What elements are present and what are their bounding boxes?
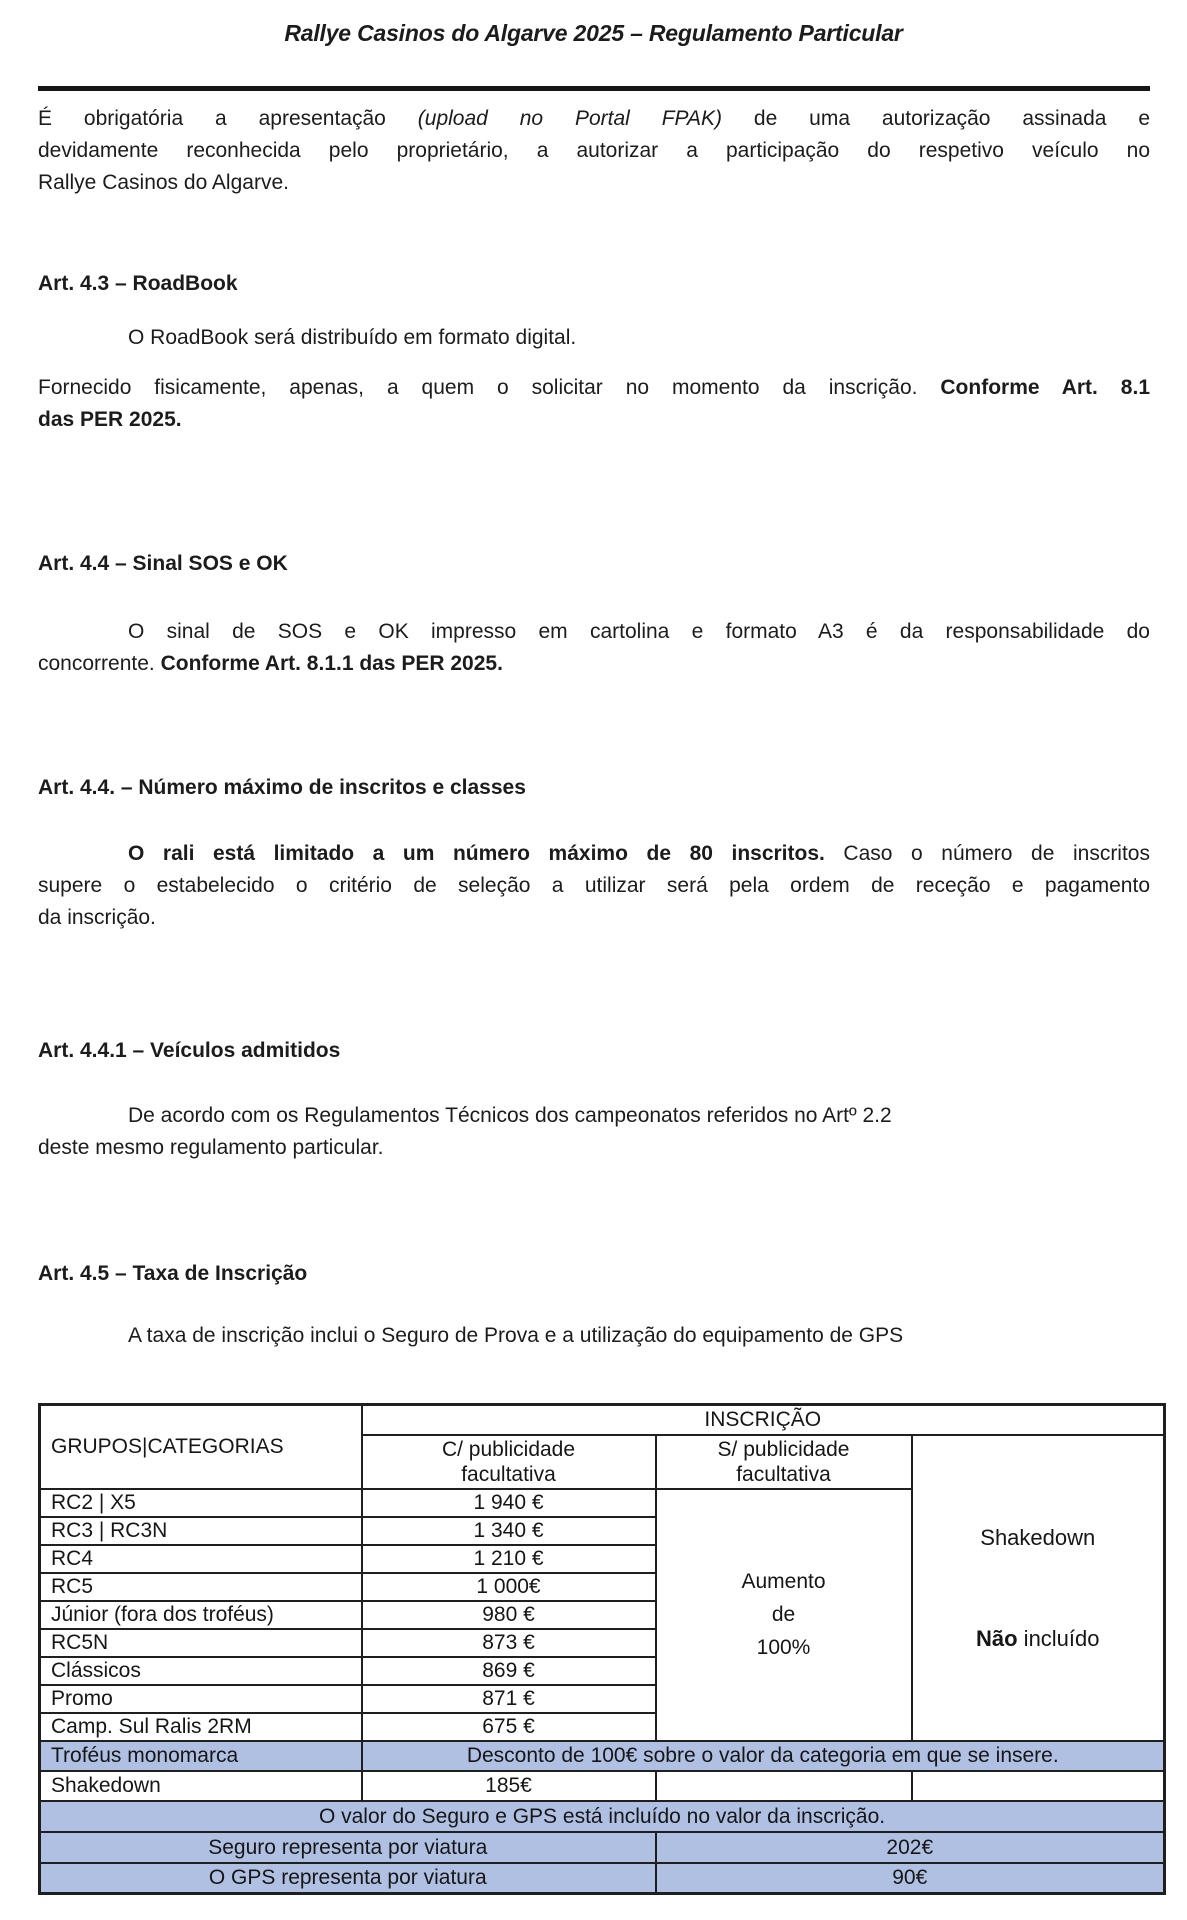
art-4-4-max-paragraph-line-1	[38, 838, 1150, 870]
art-4-3-paragraph-2-line-1	[38, 372, 1150, 404]
text-segment: C/ publicidade	[441, 1437, 576, 1461]
text-segment-bold: Não	[976, 1625, 1018, 1651]
section-heading-art-4-5: Art. 4.5 – Taxa de Inscrição	[38, 1262, 308, 1285]
art-4-4-paragraph-line-1	[38, 616, 1150, 648]
document-title: Rallye Casinos do Algarve 2025 – Regulamento Particular	[284, 20, 903, 46]
price-cell: 1 340 €	[362, 1517, 656, 1545]
text-segment: facultativa	[461, 1462, 556, 1486]
section-heading-art-4-4-1: Art. 4.4.1 – Veículos admitidos	[38, 1039, 341, 1062]
header-cell-inscricao: INSCRIÇÃO	[362, 1405, 1165, 1435]
text-segment-bold: Conforme Art. 8.1.1 das PER 2025.	[160, 652, 503, 675]
category-cell: RC3 | RC3N	[40, 1517, 362, 1545]
table-row-trofeus	[40, 1741, 1165, 1771]
category-cell: Camp. Sul Ralis 2RM	[40, 1713, 362, 1741]
price-cell: 871 €	[362, 1685, 656, 1713]
header-cell-groups-categories: GRUPOS|CATEGORIAS	[40, 1405, 362, 1489]
art-4-4-1-paragraph-line-2	[38, 1132, 1150, 1164]
text-segment: de	[771, 1603, 796, 1626]
text-segment: A taxa de inscrição inclui o Seguro de Prova e a utilização do equipamento de GPS	[128, 1324, 904, 1347]
table-row-note	[40, 1801, 1165, 1832]
price-cell: 1 000€	[362, 1573, 656, 1601]
insurance-label-cell: Seguro representa por viatura	[40, 1832, 656, 1863]
shakedown-label: Shakedown	[980, 1524, 1096, 1550]
intro-paragraph-line-3	[38, 167, 1150, 199]
text-segment: Aumento	[741, 1570, 826, 1593]
text-segment: É obrigatória a apresentação	[38, 107, 418, 130]
text-segment-italic: (upload no Portal FPAK)	[417, 107, 723, 130]
price-cell: 675 €	[362, 1713, 656, 1741]
intro-paragraph-line-2	[38, 135, 1150, 167]
fee-table	[38, 1403, 1166, 1895]
text-segment: incluído	[1017, 1625, 1100, 1651]
category-cell: RC5N	[40, 1629, 362, 1657]
text-segment: Fornecido fisicamente, apenas, a quem o solicitar no momento da inscrição.	[38, 376, 941, 399]
category-cell: RC4	[40, 1545, 362, 1573]
header-cell-with-advertising	[362, 1435, 656, 1489]
text-segment: supere o estabelecido o critério de seleção a utilizar será pela ordem de receção e pagamento	[38, 874, 1150, 897]
table-row-header-1	[40, 1405, 1165, 1435]
empty-cell	[656, 1771, 912, 1801]
art-4-5-paragraph-1	[38, 1320, 1150, 1352]
text-segment: Rallye Casinos do Algarve.	[38, 171, 289, 194]
text-segment: Caso o número de inscritos	[824, 842, 1150, 865]
art-4-4-max-paragraph-line-3	[38, 902, 1150, 934]
title-divider-line	[38, 86, 1150, 91]
gps-label-cell: O GPS representa por viatura	[40, 1863, 656, 1894]
art-4-3-paragraph-2-line-2	[38, 404, 1150, 436]
text-segment: deste mesmo regulamento particular.	[38, 1136, 384, 1159]
text-segment: de uma autorização assinada e	[722, 107, 1151, 130]
category-cell: Clássicos	[40, 1657, 362, 1685]
header-cell-without-advertising	[656, 1435, 912, 1489]
text-segment: 100%	[756, 1636, 811, 1659]
insurance-gps-note-cell: O valor do Seguro e GPS está incluído no valor da inscrição.	[40, 1801, 1165, 1832]
increase-100-percent-cell	[656, 1489, 912, 1741]
section-heading-art-4-4: Art. 4.4 – Sinal SOS e OK	[38, 552, 288, 575]
shakedown-not-included-content	[913, 1525, 1164, 1651]
shakedown-row-price-cell: 185€	[362, 1771, 656, 1801]
text-segment: De acordo com os Regulamentos Técnicos dos campeonatos referidos no Artº 2.2	[128, 1104, 892, 1127]
trofeus-label-cell: Troféus monomarca	[40, 1741, 362, 1771]
category-cell: Promo	[40, 1685, 362, 1713]
trofeus-discount-cell: Desconto de 100€ sobre o valor da categoria em que se insere.	[362, 1741, 1165, 1771]
not-included-label	[976, 1626, 1100, 1651]
category-cell: RC5	[40, 1573, 362, 1601]
text-segment-bold: Conforme Art. 8.1	[940, 376, 1150, 399]
shakedown-row-label-cell: Shakedown	[40, 1771, 362, 1801]
text-segment: devidamente reconhecida pelo proprietário, a autorizar a participação do respetivo veículo no	[38, 139, 1150, 162]
text-segment: O sinal de SOS e OK impresso em cartolina e formato A3 é da responsabilidade do	[128, 620, 1150, 643]
table-row-shakedown	[40, 1771, 1165, 1801]
empty-cell	[912, 1771, 1165, 1801]
art-4-4-max-paragraph-line-2	[38, 870, 1150, 902]
intro-paragraph-line-1	[38, 103, 1150, 135]
art-4-4-paragraph-line-2	[38, 648, 1150, 680]
category-cell: Júnior (fora dos troféus)	[40, 1601, 362, 1629]
insurance-value-cell: 202€	[656, 1832, 1165, 1863]
text-segment: S/ publicidade	[717, 1437, 850, 1461]
text-segment: da inscrição.	[38, 906, 156, 929]
price-cell: 1 210 €	[362, 1545, 656, 1573]
gps-value-cell: 90€	[656, 1863, 1165, 1894]
price-cell: 980 €	[362, 1601, 656, 1629]
text-segment-bold: das PER 2025.	[38, 408, 182, 431]
text-segment: facultativa	[736, 1462, 831, 1486]
art-4-3-paragraph-1	[38, 322, 1150, 354]
price-cell: 869 €	[362, 1657, 656, 1685]
text-segment: O RoadBook será distribuído em formato digital.	[128, 326, 577, 349]
price-cell: 1 940 €	[362, 1489, 656, 1517]
text-segment-bold: O rali está limitado a um número máximo de 80 inscritos.	[128, 842, 825, 865]
shakedown-not-included-cell	[912, 1435, 1165, 1741]
category-cell: RC2 | X5	[40, 1489, 362, 1517]
table-row-seguro	[40, 1832, 1165, 1863]
section-heading-art-4-4-max: Art. 4.4. – Número máximo de inscritos e classes	[38, 776, 526, 799]
art-4-4-1-paragraph-line-1	[38, 1100, 1150, 1132]
price-cell: 873 €	[362, 1629, 656, 1657]
table-row-gps	[40, 1863, 1165, 1894]
section-heading-art-4-3: Art. 4.3 – RoadBook	[38, 272, 238, 295]
text-segment: concorrente.	[38, 652, 161, 675]
